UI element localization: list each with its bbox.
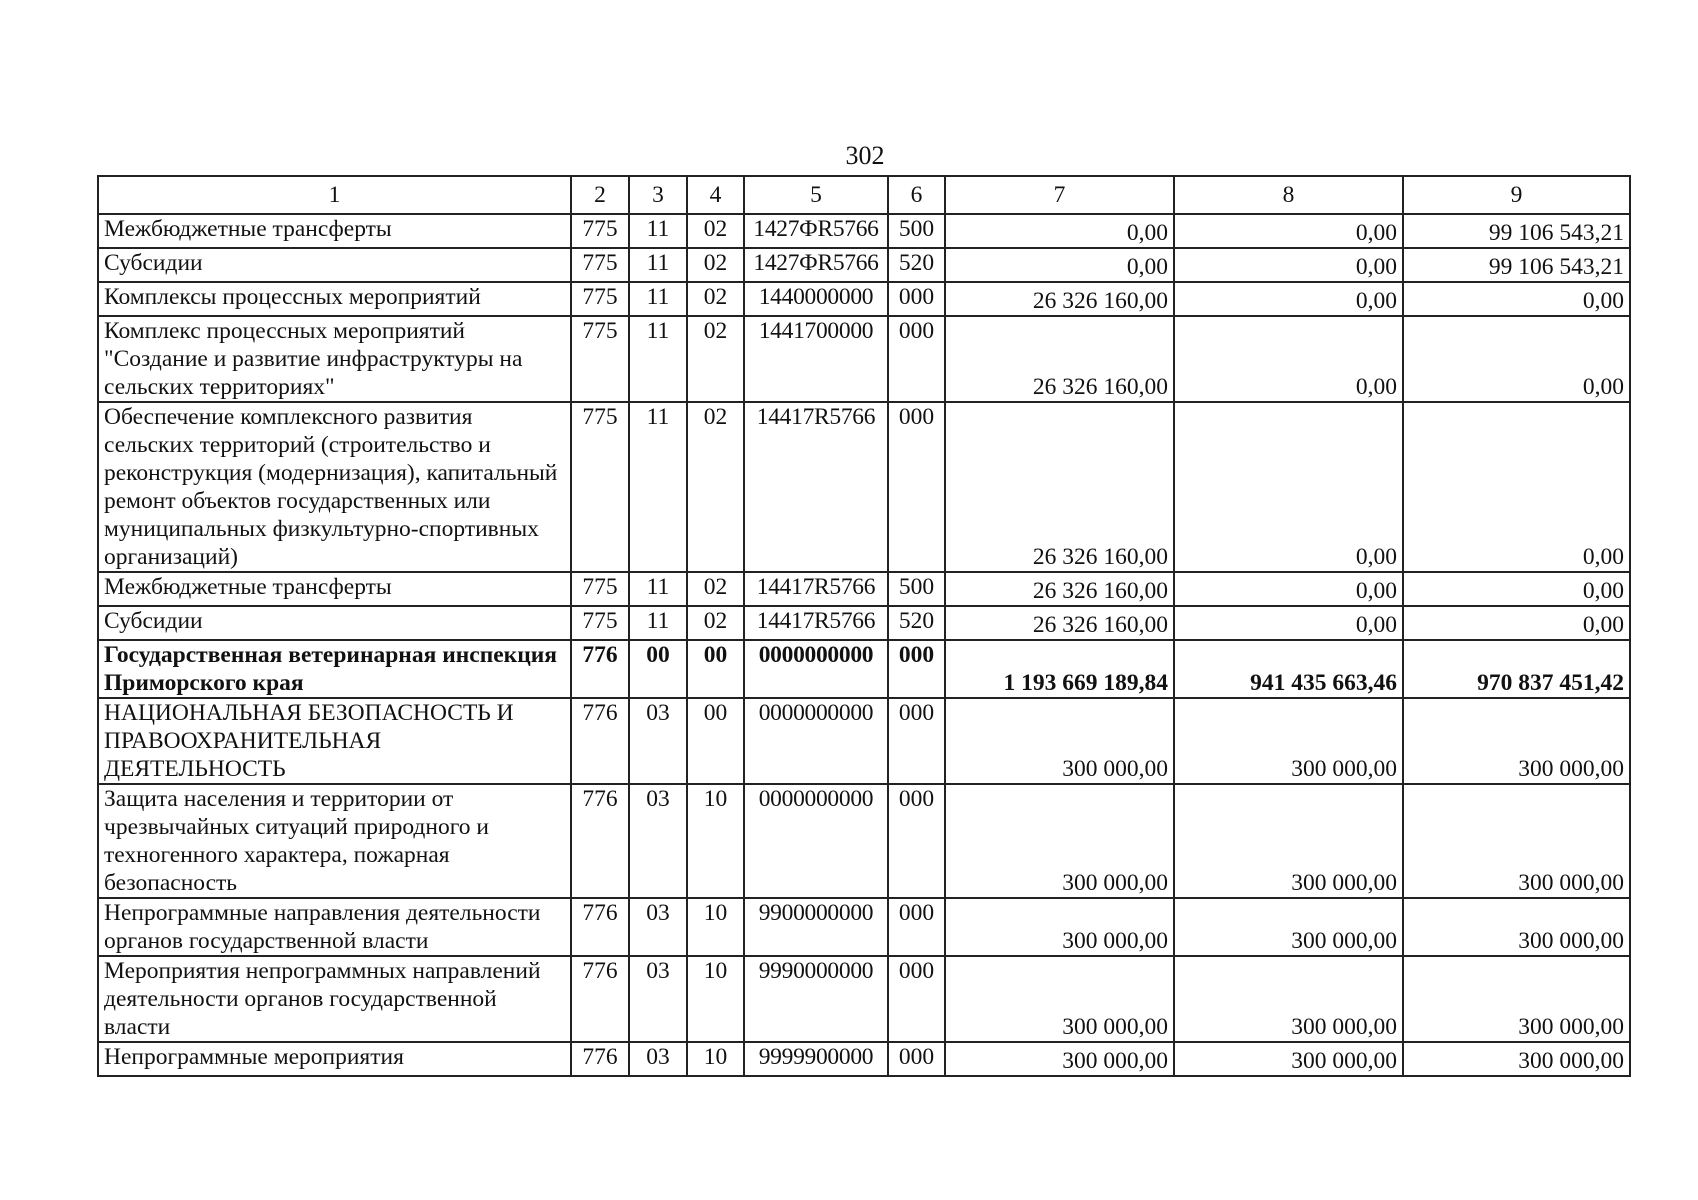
code-target-article: 0000000000 — [744, 698, 888, 784]
code-target-article: 14417R5766 — [744, 606, 888, 640]
code-ministry: 775 — [571, 214, 629, 248]
amount-col7: 26 326 160,00 — [945, 402, 1174, 572]
table-row — [98, 1042, 1630, 1076]
amount-col8: 0,00 — [1174, 248, 1403, 282]
code-section: 11 — [629, 606, 687, 640]
code-section: 11 — [629, 248, 687, 282]
code-subsection: 02 — [687, 606, 744, 640]
amount-col8: 941 435 663,46 — [1174, 640, 1403, 698]
code-expense-type: 500 — [888, 572, 945, 606]
code-section: 03 — [629, 698, 687, 784]
table-header-row — [98, 176, 1630, 214]
code-target-article: 14417R5766 — [744, 572, 888, 606]
table-row — [98, 698, 1630, 784]
code-expense-type: 000 — [888, 698, 945, 784]
code-section: 11 — [629, 316, 687, 402]
amount-col7: 300 000,00 — [945, 698, 1174, 784]
row-name: Мероприятия непрограммных направлений деятельности органов государственной власти — [98, 956, 571, 1042]
code-subsection: 00 — [687, 640, 744, 698]
code-section: 11 — [629, 402, 687, 572]
code-section: 00 — [629, 640, 687, 698]
table-row — [98, 606, 1630, 640]
amount-col8: 0,00 — [1174, 282, 1403, 316]
amount-col9: 0,00 — [1403, 606, 1630, 640]
amount-col8: 300 000,00 — [1174, 1042, 1403, 1076]
code-target-article: 9999900000 — [744, 1042, 888, 1076]
code-subsection: 02 — [687, 214, 744, 248]
code-ministry: 775 — [571, 572, 629, 606]
amount-col8: 300 000,00 — [1174, 784, 1403, 898]
amount-col7: 26 326 160,00 — [945, 572, 1174, 606]
code-ministry: 775 — [571, 248, 629, 282]
code-expense-type: 000 — [888, 784, 945, 898]
code-target-article: 9900000000 — [744, 898, 888, 956]
code-expense-type: 000 — [888, 898, 945, 956]
amount-col9: 300 000,00 — [1403, 1042, 1630, 1076]
code-target-article: 1427ФR5766 — [744, 248, 888, 282]
column-header: 3 — [629, 176, 687, 214]
code-expense-type: 000 — [888, 402, 945, 572]
amount-col8: 0,00 — [1174, 572, 1403, 606]
amount-col9: 0,00 — [1403, 316, 1630, 402]
budget-table — [97, 175, 1631, 1077]
code-ministry: 776 — [571, 640, 629, 698]
code-ministry: 776 — [571, 1042, 629, 1076]
amount-col8: 0,00 — [1174, 214, 1403, 248]
table-row — [98, 214, 1630, 248]
column-header: 8 — [1174, 176, 1403, 214]
amount-col9: 300 000,00 — [1403, 784, 1630, 898]
amount-col7: 26 326 160,00 — [945, 316, 1174, 402]
table-row — [98, 898, 1630, 956]
table-row — [98, 640, 1630, 698]
amount-col9: 300 000,00 — [1403, 898, 1630, 956]
code-expense-type: 000 — [888, 956, 945, 1042]
code-target-article: 0000000000 — [744, 784, 888, 898]
code-section: 11 — [629, 282, 687, 316]
row-name: Обеспечение комплексного развития сельских территорий (строительство и реконструкция (модернизация), капитальный ремонт объектов государственных или муниципальных физкультурно-спортивных организаций) — [98, 402, 571, 572]
code-subsection: 10 — [687, 784, 744, 898]
code-expense-type: 000 — [888, 282, 945, 316]
amount-col7: 1 193 669 189,84 — [945, 640, 1174, 698]
code-ministry: 775 — [571, 606, 629, 640]
column-header: 1 — [98, 176, 571, 214]
code-target-article: 0000000000 — [744, 640, 888, 698]
column-header: 4 — [687, 176, 744, 214]
code-ministry: 776 — [571, 898, 629, 956]
code-subsection: 02 — [687, 572, 744, 606]
amount-col9: 0,00 — [1403, 572, 1630, 606]
code-section: 11 — [629, 214, 687, 248]
code-expense-type: 000 — [888, 316, 945, 402]
row-name: Субсидии — [98, 606, 571, 640]
code-ministry: 775 — [571, 316, 629, 402]
row-name: Субсидии — [98, 248, 571, 282]
code-target-article: 1440000000 — [744, 282, 888, 316]
amount-col9: 970 837 451,42 — [1403, 640, 1630, 698]
amount-col8: 300 000,00 — [1174, 956, 1403, 1042]
code-expense-type: 500 — [888, 214, 945, 248]
row-name: Государственная ветеринарная инспекция Приморского края — [98, 640, 571, 698]
amount-col8: 0,00 — [1174, 606, 1403, 640]
row-name: Межбюджетные трансферты — [98, 572, 571, 606]
amount-col9: 0,00 — [1403, 402, 1630, 572]
amount-col7: 300 000,00 — [945, 898, 1174, 956]
row-name: Непрограммные направления деятельности органов государственной власти — [98, 898, 571, 956]
code-subsection: 10 — [687, 956, 744, 1042]
code-expense-type: 000 — [888, 1042, 945, 1076]
code-subsection: 10 — [687, 1042, 744, 1076]
code-target-article: 14417R5766 — [744, 402, 888, 572]
amount-col9: 99 106 543,21 — [1403, 248, 1630, 282]
column-header: 5 — [744, 176, 888, 214]
code-target-article: 1427ФR5766 — [744, 214, 888, 248]
code-section: 03 — [629, 784, 687, 898]
table-row — [98, 784, 1630, 898]
amount-col7: 26 326 160,00 — [945, 606, 1174, 640]
table-row — [98, 572, 1630, 606]
amount-col7: 300 000,00 — [945, 784, 1174, 898]
code-expense-type: 000 — [888, 640, 945, 698]
code-section: 03 — [629, 1042, 687, 1076]
amount-col7: 26 326 160,00 — [945, 282, 1174, 316]
table-row — [98, 956, 1630, 1042]
code-ministry: 775 — [571, 282, 629, 316]
row-name: Комплексы процессных мероприятий — [98, 282, 571, 316]
table-row — [98, 316, 1630, 402]
code-subsection: 10 — [687, 898, 744, 956]
amount-col7: 0,00 — [945, 214, 1174, 248]
column-header: 2 — [571, 176, 629, 214]
amount-col8: 0,00 — [1174, 316, 1403, 402]
column-header: 7 — [945, 176, 1174, 214]
code-expense-type: 520 — [888, 606, 945, 640]
code-expense-type: 520 — [888, 248, 945, 282]
row-name: Защита населения и территории от чрезвычайных ситуаций природного и техногенного характера, пожарная безопасность — [98, 784, 571, 898]
table-row — [98, 282, 1630, 316]
code-subsection: 00 — [687, 698, 744, 784]
code-subsection: 02 — [687, 282, 744, 316]
amount-col9: 99 106 543,21 — [1403, 214, 1630, 248]
amount-col8: 0,00 — [1174, 402, 1403, 572]
amount-col7: 0,00 — [945, 248, 1174, 282]
code-ministry: 776 — [571, 698, 629, 784]
amount-col9: 300 000,00 — [1403, 698, 1630, 784]
amount-col8: 300 000,00 — [1174, 698, 1403, 784]
row-name: Комплекс процессных мероприятий "Создание и развитие инфраструктуры на сельских территориях" — [98, 316, 571, 402]
row-name: НАЦИОНАЛЬНАЯ БЕЗОПАСНОСТЬ И ПРАВООХРАНИТЕЛЬНАЯ ДЕЯТЕЛЬНОСТЬ — [98, 698, 571, 784]
code-ministry: 776 — [571, 956, 629, 1042]
table-row — [98, 402, 1630, 572]
code-section: 03 — [629, 898, 687, 956]
code-target-article: 1441700000 — [744, 316, 888, 402]
code-subsection: 02 — [687, 402, 744, 572]
amount-col9: 300 000,00 — [1403, 956, 1630, 1042]
page-number: 302 — [845, 141, 885, 170]
amount-col9: 0,00 — [1403, 282, 1630, 316]
column-header: 9 — [1403, 176, 1630, 214]
amount-col7: 300 000,00 — [945, 956, 1174, 1042]
row-name: Непрограммные мероприятия — [98, 1042, 571, 1076]
code-ministry: 776 — [571, 784, 629, 898]
amount-col8: 300 000,00 — [1174, 898, 1403, 956]
column-header: 6 — [888, 176, 945, 214]
amount-col7: 300 000,00 — [945, 1042, 1174, 1076]
table-row — [98, 248, 1630, 282]
code-subsection: 02 — [687, 248, 744, 282]
code-section: 03 — [629, 956, 687, 1042]
row-name: Межбюджетные трансферты — [98, 214, 571, 248]
code-subsection: 02 — [687, 316, 744, 402]
code-ministry: 775 — [571, 402, 629, 572]
code-section: 11 — [629, 572, 687, 606]
code-target-article: 9990000000 — [744, 956, 888, 1042]
